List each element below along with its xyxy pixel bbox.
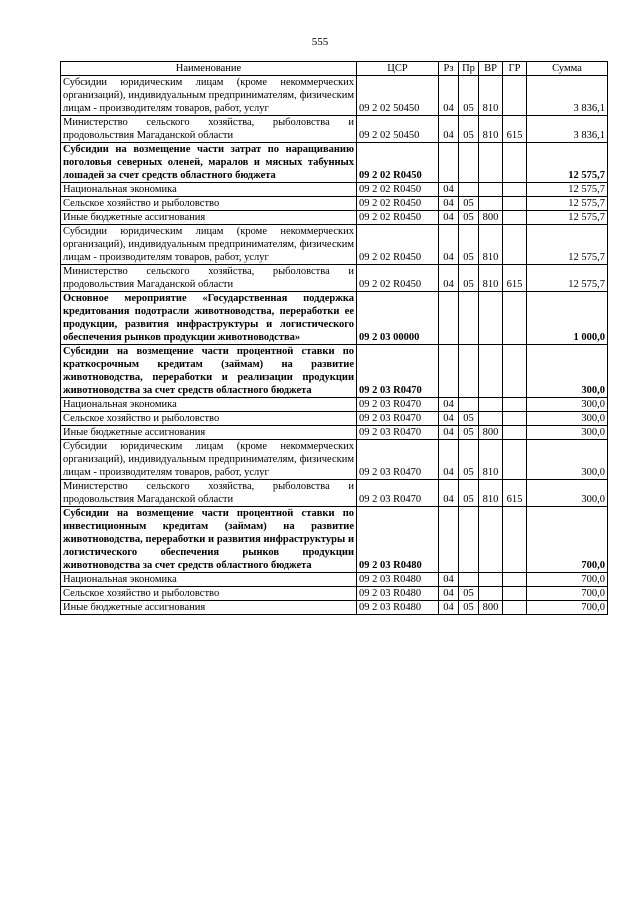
row-name-cell: Сельское хозяйство и рыболовство	[61, 197, 357, 211]
row-gr-cell	[503, 225, 527, 265]
row-vr-cell	[479, 292, 503, 345]
row-sum-cell: 300,0	[527, 345, 608, 398]
row-gr-cell	[503, 211, 527, 225]
row-vr-cell	[479, 573, 503, 587]
row-sum-cell: 12 575,7	[527, 265, 608, 292]
row-sum-cell: 700,0	[527, 587, 608, 601]
row-pr-cell: 05	[459, 197, 479, 211]
row-vr-cell: 810	[479, 480, 503, 507]
row-gr-cell	[503, 197, 527, 211]
row-gr-cell	[503, 76, 527, 116]
row-pr-cell: 05	[459, 116, 479, 143]
row-pr-cell: 05	[459, 225, 479, 265]
row-name-cell: Субсидии юридическим лицам (кроме некоммерческих организаций), индивидуальным предпринимателям, физическим лицам - производителям товаров, работ, услуг	[61, 76, 357, 116]
header-sum: Сумма	[527, 62, 608, 76]
row-csr-cell: 09 2 03 R0480	[357, 573, 439, 587]
row-csr-cell: 09 2 03 R0470	[357, 412, 439, 426]
row-name-cell: Основное мероприятие «Государственная поддержка кредитования подотрасли животноводства, переработки ее продукции, развития инфраструктуры и логистического обеспечения рынков продукции животноводства»	[61, 292, 357, 345]
row-pr-cell: 05	[459, 601, 479, 615]
row-rz-cell	[439, 292, 459, 345]
table-row	[61, 292, 608, 345]
row-pr-cell	[459, 398, 479, 412]
row-gr-cell	[503, 440, 527, 480]
row-name-cell: Субсидии на возмещение части процентной ставки по инвестиционным кредитам (займам) на развитие животноводства, переработки и развития инфраструктуры и логистического обеспечения рынков продукции животноводства за счет средств областного бюджета	[61, 507, 357, 573]
row-vr-cell	[479, 143, 503, 183]
row-pr-cell: 05	[459, 587, 479, 601]
row-csr-cell: 09 2 02 R0450	[357, 211, 439, 225]
row-gr-cell	[503, 507, 527, 573]
row-pr-cell: 05	[459, 211, 479, 225]
row-vr-cell: 800	[479, 426, 503, 440]
row-pr-cell	[459, 143, 479, 183]
row-sum-cell: 12 575,7	[527, 183, 608, 197]
row-pr-cell: 05	[459, 76, 479, 116]
table-row	[61, 76, 608, 116]
row-sum-cell: 12 575,7	[527, 197, 608, 211]
row-csr-cell: 09 2 02 50450	[357, 76, 439, 116]
row-name-cell: Субсидии на возмещение части процентной ставки по краткосрочным кредитам (займам) на развитие животноводства, переработки и реализации продукции животноводства за счет средств областного бюджета	[61, 345, 357, 398]
row-rz-cell: 04	[439, 225, 459, 265]
row-pr-cell	[459, 573, 479, 587]
row-rz-cell: 04	[439, 76, 459, 116]
row-sum-cell: 300,0	[527, 480, 608, 507]
row-csr-cell: 09 2 02 50450	[357, 116, 439, 143]
row-name-cell: Субсидии юридическим лицам (кроме некоммерческих организаций), индивидуальным предпринимателям, физическим лицам - производителям товаров, работ, услуг	[61, 225, 357, 265]
table-body	[61, 76, 608, 615]
row-name-cell: Иные бюджетные ассигнования	[61, 601, 357, 615]
row-csr-cell: 09 2 02 R0450	[357, 183, 439, 197]
header-name: Наименование	[61, 62, 357, 76]
row-sum-cell: 1 000,0	[527, 292, 608, 345]
row-vr-cell	[479, 412, 503, 426]
table-row	[61, 587, 608, 601]
row-name-cell: Сельское хозяйство и рыболовство	[61, 587, 357, 601]
row-csr-cell: 09 2 03 R0480	[357, 601, 439, 615]
page-number: 555	[311, 36, 329, 48]
row-sum-cell: 300,0	[527, 426, 608, 440]
row-vr-cell	[479, 507, 503, 573]
row-rz-cell: 04	[439, 398, 459, 412]
row-csr-cell: 09 2 02 R0450	[357, 265, 439, 292]
table-row	[61, 398, 608, 412]
row-pr-cell: 05	[459, 412, 479, 426]
header-vr: ВР	[479, 62, 503, 76]
row-sum-cell: 3 836,1	[527, 76, 608, 116]
row-gr-cell	[503, 426, 527, 440]
header-pr: Пр	[459, 62, 479, 76]
row-sum-cell: 12 575,7	[527, 211, 608, 225]
table-row	[61, 183, 608, 197]
row-name-cell: Иные бюджетные ассигнования	[61, 426, 357, 440]
row-rz-cell: 04	[439, 116, 459, 143]
row-rz-cell: 04	[439, 211, 459, 225]
row-name-cell: Министерство сельского хозяйства, рыболовства и продовольствия Магаданской области	[61, 265, 357, 292]
row-gr-cell: 615	[503, 265, 527, 292]
row-vr-cell: 810	[479, 265, 503, 292]
row-vr-cell: 810	[479, 116, 503, 143]
table-row	[61, 426, 608, 440]
row-csr-cell: 09 2 03 R0470	[357, 398, 439, 412]
header-csr: ЦСР	[357, 62, 439, 76]
row-csr-cell: 09 2 03 R0470	[357, 345, 439, 398]
row-sum-cell: 12 575,7	[527, 225, 608, 265]
table-row	[61, 197, 608, 211]
row-rz-cell: 04	[439, 440, 459, 480]
row-sum-cell: 300,0	[527, 440, 608, 480]
row-rz-cell: 04	[439, 426, 459, 440]
table-row	[61, 143, 608, 183]
row-csr-cell: 09 2 03 R0470	[357, 426, 439, 440]
row-gr-cell: 615	[503, 480, 527, 507]
row-csr-cell: 09 2 03 R0480	[357, 507, 439, 573]
row-name-cell: Национальная экономика	[61, 573, 357, 587]
row-gr-cell	[503, 573, 527, 587]
header-row	[61, 62, 608, 76]
row-pr-cell	[459, 183, 479, 197]
table-row	[61, 345, 608, 398]
table-row	[61, 265, 608, 292]
table-row	[61, 116, 608, 143]
table-row	[61, 225, 608, 265]
table-row	[61, 601, 608, 615]
row-rz-cell	[439, 507, 459, 573]
row-pr-cell: 05	[459, 265, 479, 292]
row-gr-cell	[503, 398, 527, 412]
row-vr-cell	[479, 345, 503, 398]
row-vr-cell: 810	[479, 76, 503, 116]
row-sum-cell: 700,0	[527, 601, 608, 615]
table-row	[61, 480, 608, 507]
row-vr-cell: 810	[479, 225, 503, 265]
row-rz-cell: 04	[439, 183, 459, 197]
table-row	[61, 440, 608, 480]
row-name-cell: Министерство сельского хозяйства, рыболовства и продовольствия Магаданской области	[61, 116, 357, 143]
row-csr-cell: 09 2 02 R0450	[357, 143, 439, 183]
row-rz-cell: 04	[439, 587, 459, 601]
budget-table	[60, 61, 608, 615]
row-pr-cell: 05	[459, 480, 479, 507]
row-rz-cell: 04	[439, 601, 459, 615]
row-rz-cell: 04	[439, 480, 459, 507]
row-pr-cell: 05	[459, 440, 479, 480]
row-sum-cell: 700,0	[527, 573, 608, 587]
row-name-cell: Субсидии юридическим лицам (кроме некоммерческих организаций), индивидуальным предпринимателям, физическим лицам - производителям товаров, работ, услуг	[61, 440, 357, 480]
row-vr-cell	[479, 587, 503, 601]
row-name-cell: Иные бюджетные ассигнования	[61, 211, 357, 225]
row-gr-cell	[503, 143, 527, 183]
row-gr-cell	[503, 292, 527, 345]
row-sum-cell: 12 575,7	[527, 143, 608, 183]
row-pr-cell	[459, 507, 479, 573]
row-sum-cell: 700,0	[527, 507, 608, 573]
table-header	[61, 62, 608, 76]
row-name-cell: Национальная экономика	[61, 398, 357, 412]
table-row	[61, 573, 608, 587]
header-gr: ГР	[503, 62, 527, 76]
row-gr-cell: 615	[503, 116, 527, 143]
row-vr-cell: 800	[479, 601, 503, 615]
row-csr-cell: 09 2 02 R0450	[357, 197, 439, 211]
row-vr-cell	[479, 197, 503, 211]
row-gr-cell	[503, 345, 527, 398]
row-gr-cell	[503, 183, 527, 197]
row-vr-cell	[479, 398, 503, 412]
table-row	[61, 211, 608, 225]
row-pr-cell	[459, 292, 479, 345]
row-name-cell: Субсидии на возмещение части затрат по наращиванию поголовья северных оленей, маралов и мясных табунных лошадей за счет средств областного бюджета	[61, 143, 357, 183]
row-csr-cell: 09 2 03 00000	[357, 292, 439, 345]
row-vr-cell: 800	[479, 211, 503, 225]
row-csr-cell: 09 2 02 R0450	[357, 225, 439, 265]
header-rz: Рз	[439, 62, 459, 76]
table-row	[61, 412, 608, 426]
row-name-cell: Национальная экономика	[61, 183, 357, 197]
row-rz-cell	[439, 143, 459, 183]
row-rz-cell	[439, 345, 459, 398]
row-vr-cell	[479, 183, 503, 197]
row-vr-cell: 810	[479, 440, 503, 480]
row-gr-cell	[503, 601, 527, 615]
table-row	[61, 507, 608, 573]
row-pr-cell	[459, 345, 479, 398]
row-csr-cell: 09 2 03 R0470	[357, 440, 439, 480]
row-rz-cell: 04	[439, 265, 459, 292]
row-csr-cell: 09 2 03 R0470	[357, 480, 439, 507]
row-rz-cell: 04	[439, 197, 459, 211]
row-name-cell: Министерство сельского хозяйства, рыболовства и продовольствия Магаданской области	[61, 480, 357, 507]
row-sum-cell: 3 836,1	[527, 116, 608, 143]
row-name-cell: Сельское хозяйство и рыболовство	[61, 412, 357, 426]
row-gr-cell	[503, 412, 527, 426]
row-gr-cell	[503, 587, 527, 601]
row-pr-cell: 05	[459, 426, 479, 440]
row-sum-cell: 300,0	[527, 412, 608, 426]
row-sum-cell: 300,0	[527, 398, 608, 412]
row-csr-cell: 09 2 03 R0480	[357, 587, 439, 601]
row-rz-cell: 04	[439, 573, 459, 587]
row-rz-cell: 04	[439, 412, 459, 426]
